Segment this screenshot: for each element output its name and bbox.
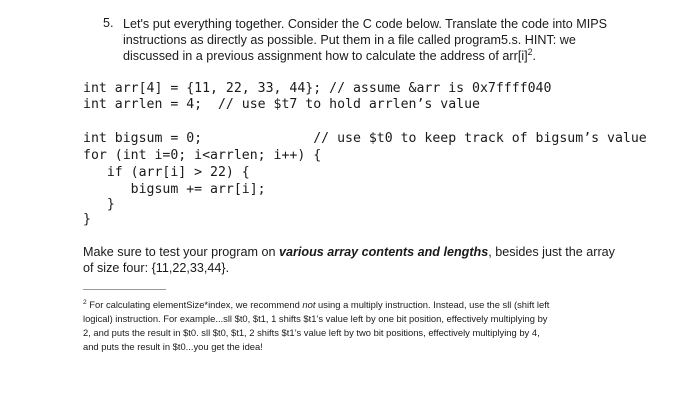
question-text-line-3-main: discussed in a previous assignment how to calculate the address of arr[i] <box>123 49 528 63</box>
code-line-1: int arr[4] = {11, 22, 33, 44}; // assume &arr is 0x7ffff040 <box>83 81 552 96</box>
footnote-ref: 2 <box>527 46 533 57</box>
question-text-line-3-end: . <box>532 49 537 63</box>
question-text-line-2: instructions as directly as possible. Put them in a file called program5.s. HINT: we <box>123 33 576 47</box>
footnote-marker: 2 <box>83 298 87 306</box>
note-line-1-start: Make sure to test your program on <box>83 245 279 259</box>
footnote-line-3: 2, and puts the result in $t0. sll $t0, $t1, 2 shifts $t1’s value left by two bit positions, effectively multiplying by 4, <box>83 327 540 338</box>
code-line-5: for (int i=0; i<arrlen; i++) { <box>83 148 322 163</box>
code-line-4: int bigsum = 0; // use $t0 to keep track of bigsum’s value <box>83 131 647 146</box>
note-line-1-end: , besides just the array <box>488 245 615 259</box>
code-line-2: int arrlen = 4; // use $t7 to hold arrlen’s value <box>83 97 480 112</box>
footnote-divider <box>83 289 166 290</box>
footnote-line-1 <box>83 298 549 312</box>
question-number: 5. <box>103 16 114 30</box>
footnote-emphasis: not <box>302 299 316 310</box>
footnote-line-4: and puts the result in $t0...you get the idea! <box>83 341 263 352</box>
code-line-9: } <box>83 212 91 227</box>
code-line-8: } <box>83 197 115 212</box>
code-line-7: bigsum += arr[i]; <box>83 182 266 197</box>
note-line-1 <box>83 244 615 260</box>
note-emphasis: various array contents and lengths <box>279 245 489 259</box>
footnote-line-1-end: using a multiply instruction. Instead, use the sll (shift left <box>315 299 550 310</box>
question-text-line-3 <box>123 48 536 64</box>
code-line-6: if (arr[i] > 22) { <box>83 165 250 180</box>
question-text-line-1: Let's put everything together. Consider the C code below. Translate the code into MIPS <box>123 17 608 31</box>
note-line-2: of size four: {11,22,33,44}. <box>83 261 230 275</box>
footnote-line-2: logical) instruction. For example...sll $t0, $t1, 1 shifts $t1’s value left by one bit position, effectively multiplying by <box>83 313 548 324</box>
footnote-line-1-start: For calculating elementSize*index, we recommend <box>86 299 303 310</box>
